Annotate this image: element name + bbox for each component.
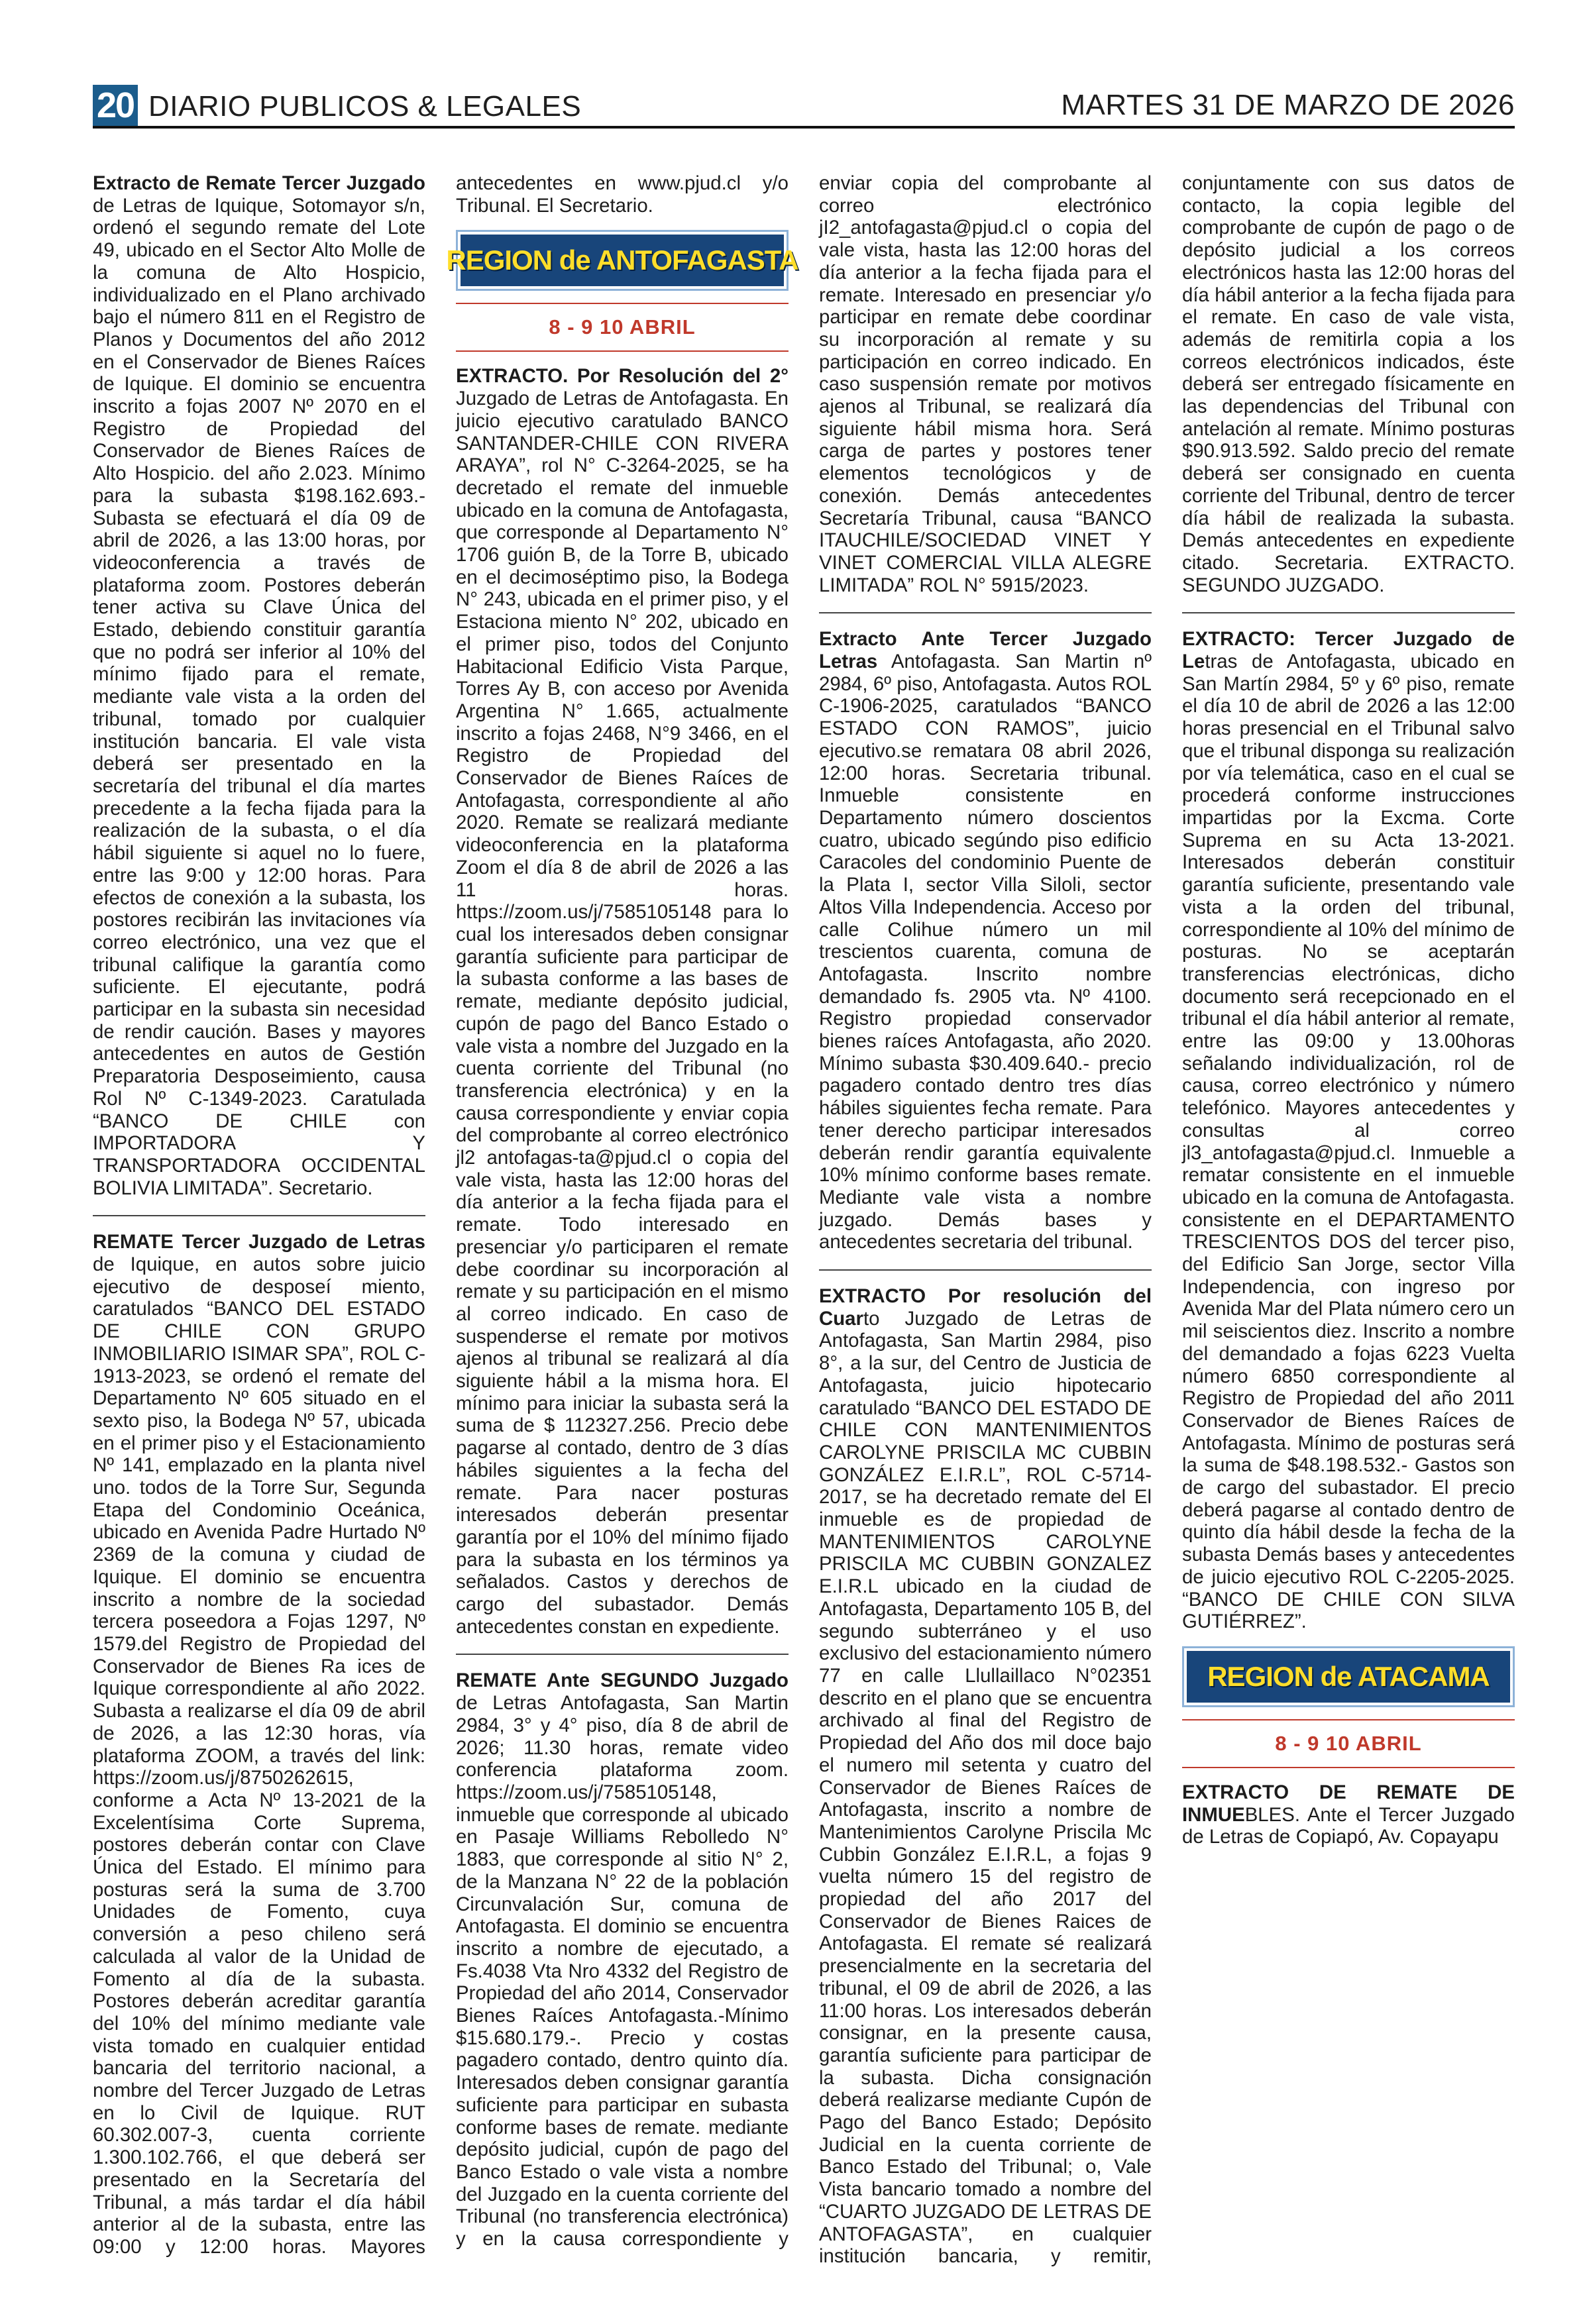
issue-date: MARTES 31 DE MARZO DE 2026	[1061, 89, 1515, 121]
masthead	[93, 85, 1515, 126]
paper-name: DIARIO PUBLICOS & LEGALES	[148, 90, 582, 123]
notice-divider	[819, 612, 1152, 613]
notice-remate-segundo-juzgado: REMATE Ante SEGUNDO Juzgado de Letras Antofagasta, San Martin 2984, 3° y 4° piso, día 8 de abril de 2026; 11.30 horas, remate video conferencia plataforma zoom. https://zoom.us/j/7585105148, inmueble que corresponde al ubicado en Pasaje Williams Rebolledo N° 1883, que corresponde al sitio N° 2, de la Manzana N° 22 de la población Circunvalación Sur, comuna de Antofagasta. El dominio se encuentra inscrito a nombre de ejecutado, a Fs.4038 Vta Nro 4332 del Registro de Propiedad del año 2014, Conservador Bienes Raíces Antofagasta.-Mínimo $15.680.179.-. Precio y costas pagadero contado, dentro quinto día. Interesados deben consignar garantía suficiente para participar en subasta conforme bases de remate. mediante depósito judicial, cupón de pago del Banco Estado o vale vista a nombre del Juzgado en la cuenta corriente del Tribunal (no transferencia electrónica) y en la causa correspondiente y enviar copia del comprobante al correo electrónico jI2_antofagasta@pjud.cl o copia del vale vista, hasta las 12:00 horas del día anterior a la fecha fijada para el remate. Interesado en presenciar y/o participar en remate debe coordinar su incorporación aI remate y su participación en correo indicado. En caso suspensión remate por motivos ajenos al Tribunal, se realizará día siguiente hábil misma hora. Será carga de partes y postores tener elementos tecnológicos y de conexión. Demás antecedentes Secretaría Tribunal, causa “BANCO ITAUCHILE/SOCIEDAD VINET Y VINET COMERCIAL VILLA ALEGRE LIMITADA” ROL N° 5915/2023.	[456, 172, 1152, 2250]
region-banner-antofagasta: REGION de ANTOFAGASTA	[456, 230, 789, 291]
masthead-rule	[93, 126, 1515, 129]
notice-divider	[1182, 612, 1515, 613]
dates-rule	[456, 350, 789, 352]
notice-divider	[819, 1269, 1152, 1271]
notice-extracto-2-juzgado: EXTRACTO. Por Resolución del 2° Juzgado de Letras de Antofagasta. En juicio ejecutivo caratulado BANCO SANTANDER-CHILE CON RIVERA ARAYA”, rol N° C-3264-2025, se ha decretado el remate del inmueble ubicado en la comuna de Antofagasta, que corresponde al Departamento N° 1706 guión B, de la Torre B, ubicado en el decimoséptimo piso, la Bodega N° 243, ubicada en el primer piso, y el Estaciona miento N° 202, ubicado en el primer piso, todos del Conjunto Habitacional Edificio Vista Parque, Torres Ay B, con acceso por Avenida Argentina N° 1.665, actualmente inscrito a fojas 2468, N°9 3466, en el Registro de Propiedad del Conservador de Bienes Raíces de Antofagasta, correspondiente al año 2020. Remate se realizará mediante videoconferencia en la plataforma Zoom el día 8 de abril de 2026 a las 11 horas. https://zoom.us/j/7585105148 para lo cual los interesados deben consignar garantía suficiente para participar de la subasta conforme a las bases de remate, mediante depósito judicial, cupón de pago del Banco Estado o vale vista a nombre del Juzgado en la cuenta corriente del Tribunal (no transferencia electrónica) y en la causa correspondiente y enviar copia del comprobante al correo electrónico jl2 antofagas-ta@pjud.cl o copia del vale vista, hasta las 12:00 horas del día anterior a la fecha fijada para el remate. Todo interesado en presenciar y/o participaren el remate debe coordinar su incorporación al remate y su participación en el mismo al correo indicado. En caso de suspenderse el remate por motivos ajenos al tribunal se realizará al día siguiente hábil a la misma hora. El mínimo para iniciar la subasta será la suma de $ 112327.256. Precio debe pagarse al contado, dentro de 3 días hábiles siguientes a la fecha del remate. Para nacer posturas interesados deberán presentar garantía por el 10% del mínimo fijado para la subasta en los términos ya señalados. Castos y derechos de cargo del subastador. Demás antecedentes constan en expediente.	[456, 365, 789, 1638]
dates-rule	[1182, 1767, 1515, 1768]
notice-extracto-cuarto-juzgado: EXTRACTO Por resolución del Cuarto Juzgado de Letras de Antofagasta, San Martin 2984, piso 8°, a la sur, del Centro de Justicia de Antofagasta, juicio hipotecario caratulado “BANCO DEL ESTADO DE CHILE CON MANTENIMIENTOS CAROLYNE PRISCILA MC CUBBIN GONZÁLEZ E.I.R.L”, ROL C-5714-2017, se ha decretado remate del El inmueble es de propiedad de MANTENIMIENTOS CAROLYNE PRISCILA MC CUBBIN GONZALEZ E.I.R.L ubicado en la ciudad de Antofagasta, Departamento 105 B, del segundo subterráneo y el uso exclusivo del estacionamiento número 77 en calle Llullaillaco N°02351 descrito en el plano que se encuentra archivado al final del Registro de Propiedad del Año dos mil doce bajo el numero mil setenta y cuatro del Conservador de Bienes Raíces de Antofagasta, inscrito a nombre de Mantenimientos Carolyne Priscila Mc Cubbin González E.I.R.L, a fojas 9 vuelta número 15 del registro de propiedad del año 2017 del Conservador de Bienes Raices de Antofagasta. El remate sé realizará presencialmente en la secretaria del tribunal, el 09 de abril de 2026, a las 11:00 horas. Los interesados deberán consignar, en la presente causa, garantía suficiente para participar de la subasta. Dicha consignación deberá realizarse mediante Cupón de Pago del Banco Estado; Depósito Judicial en la cuenta corriente de Banco Estado del Tribunal; o, Vale Vista bancario tomado a nombre del “CUARTO JUZGADO DE LETRAS DE ANTOFAGASTA”, en cualquier institución bancaria, y remitir, conjuntamente con sus datos de contacto, la copia legible del comprobante de cupón de pago o de depósito judicial a los correos electrónicos hasta las 12:00 horas del día hábil anterior a la fecha fijada para el remate. En caso de vale vista, además de remitirla copia a los correos electrónicos indicados, éste deberá ser entregado físicamente en las dependencias del Tribunal con antelación al remate. Mínimo posturas $90.913.592. Saldo precio del remate deberá ser consignado en cuenta corriente del Tribunal, dentro de tercer día hábil de realizada la subasta. Demás antecedentes en expediente citado. Secretaria. EXTRACTO. SEGUNDO JUZGADO.	[819, 172, 1515, 2268]
page-number: 20	[93, 85, 138, 126]
notice-extracto-copiapo: EXTRACTO DE REMATE DE INMUEBLES. Ante el Tercer Juzgado de Letras de Copiapó, Av. Copayapu	[1182, 1781, 1515, 1848]
notice-extracto-tercer-juzgado: Extracto Ante Tercer Juzgado Letras Antofagasta. San Martin nº 2984, 6º piso, Antofagasta. Autos ROL C-1906-2025, caratulados “BANCO ESTADO CON RAMOS”, juicio ejecutivo.se rematara 08 abril 2026, 12:00 horas. Secretaria tribunal. Inmueble consistente en Departamento número doscientos cuatro, ubicado segúndo piso edificio Caracoles del condominio Puente de la Plata I, sector Villa Siloli, sector Altos Villa Independencia. Acceso por calle Colihue número un mil trescientos cuarenta, comuna de Antofagasta. Inscrito nombre demandado fs. 2905 vta. Nº 4100. Registro propiedad conservador bienes raíces Antofagasta, año 2020. Mínimo subasta $30.409.640.- precio pagadero contado dentro tres días hábiles siguientes fecha remate. Para tener derecho participar interesados deberán rendir garantía equivalente 10% mínimo conforme bases remate. Mediante vale vista a nombre juzgado. Demás bases y antecedentes secretaria del tribunal.	[819, 628, 1152, 1253]
auction-dates: 8 - 9 10 ABRIL	[1182, 1719, 1515, 1756]
region-banner-atacama: REGION de ATACAMA	[1182, 1646, 1515, 1707]
auction-dates: 8 - 9 10 ABRIL	[456, 303, 789, 340]
notice-remate-oceanica: REMATE Tercer Juzgado de Letras de Iquique, en autos sobre juicio ejecutivo de desposeí miento, caratulados “BANCO DEL ESTADO DE CHILE CON GRUPO INMOBILIARIO ISIMAR SPA”, ROL C-1913-2023, se ordenó el remate del Departamento Nº 605 situado en el sexto piso, la Bodega Nº 57, ubicada en el primer piso y el Estacionamiento Nº 141, emplazado en la planta nivel uno. todos de la Torre Sur, Segunda Etapa del Condominio Oceánica, ubicado en Avenida Padre Hurtado Nº 2369 de la comuna y ciudad de Iquique. El dominio se encuentra inscrito a nombre de la sociedad tercera poseedora a Fojas 1297, Nº 1579.del Registro de Propiedad del Conservador de Bienes Ra ices de Iquique correspondiente al año 2022. Subasta a realizarse el día 09 de abril de 2026, a las 12:30 horas, vía plataforma ZOOM, a través del link: https://zoom.us/j/8750262615, conforme a Acta Nº 13-2021 de la Excelentísima Corte Suprema, postores deberán contar con Clave Única del Estado. El mínimo para posturas será la suma de 3.700 Unidades de Fomento, cuya conversión a peso chileno será calculada al valor de la Unidad de Fomento al día de la subasta. Postores deberán acreditar garantía del 10% del mínimo mediante vale vista tomado en cualquier entidad bancaria del territorio nacional, a nombre del Tercer Juzgado de Letras en lo Civil de Iquique. RUT 60.302.007-3, cuenta corriente 1.300.102.766, el que deberá ser presentado en la Secretaría del Tribunal, a más tardar el día hábil anterior al de la subasta, entre las 09:00 y 12:00 horas. Mayores antecedentes en www.pjud.cl y/o Tribunal. El Secretario.	[93, 172, 789, 2258]
notice-divider	[456, 1654, 789, 1655]
notice-remate-lote-49: Extracto de Remate Tercer Juzgado de Letras de Iquique, Sotomayor s/n, ordenó el segundo remate del Lote 49, ubicado en el Sector Alto Molle de la comuna de Alto Hospicio, individualizado en el Plano archivado bajo el número 811 en el Registro de Planos y Documentos del año 2012 en el Conservador de Bienes Raíces de Iquique. El dominio se encuentra inscrito a fojas 2007 Nº 2070 en el Registro de Propiedad del Conservador de Bienes Raíces de Alto Hospicio. del año 2.023. Mínimo para la subasta $198.162.693.-Subasta se efectuará el día 09 de abril de 2026, a las 13:00 horas, por videoconferencia a través de plataforma zoom. Postores deberán tener activa su Clave Única del Estado, debiendo constituir garantía que no podrá ser inferior al 10% del mínimo fijado para el remate, mediante vale vista a la orden del tribunal, tomado por cualquier institución bancaria. El vale vista deberá ser presentado en la secretaría del tribunal el día martes precedente a la fecha fijada para la realización de la subasta, o el día hábil siguiente si aquel no lo fuere, entre las 9:00 y 12:00 horas. Para efectos de conexión a la subasta, los postores recibirán las invitaciones vía correo electrónico, una vez que el tribunal califique la garantía como suficiente. El ejecutante, podrá participar en la subasta sin necesidad de rendir caución. Bases y mayores antecedentes en autos de Gestión Preparatoria Desposeimiento, causa Rol Nº C-1349-2023. Caratulada “BANCO DE CHILE con IMPORTADORA Y TRANSPORTADORA OCCIDENTAL BOLIVIA LIMITADA”. Secretario.	[93, 172, 425, 1199]
notice-divider	[93, 1215, 425, 1216]
article-flow	[93, 172, 1515, 2272]
notice-extracto-tercer-juzgado-le: EXTRACTO: Tercer Juzgado de Letras de Antofagasta, ubicado en San Martín 2984, 5º y 6º piso, remate el día 10 de abril de 2026 a las 12:00 horas presencial en el Tribunal salvo que el tribunal disponga su realización por vía telemática, caso en el cual se procederá conforme instrucciones impartidas por la Excma. Corte Suprema en su Acta 13-2021. Interesados deberán constituir garantía suficiente, presentando vale vista a la orden del tribunal, correspondiente al 10% del mínimo de posturas. No se aceptarán transferencias electrónicas, dicho documento será recepcionado en el tribunal el día hábil anterior al remate, entre las 09:00 y 13.00horas señalando individualización, rol de causa, correo electrónico y número telefónico. Mayores antecedentes y consultas al correo jl3_antofagasta@pjud.cl. Inmueble a rematar consistente en el inmueble ubicado en la comuna de Antofagasta. consistente en el DEPARTAMENTO TRESCIENTOS DOS del tercer piso, del Edificio San Jorge, sector Villa Independencia, con ingreso por Avenida Mar del Plata número cero un mil seiscientos diez. Inscrito a nombre del demandado a fojas 6223 Vuelta número 6850 correspondiente al Registro de Propiedad del año 2011 Conservador de Bienes Raíces de Antofagasta. Mínimo de posturas será la suma de $48.198.532.- Gastos son de cargo del subastador. El precio deberá pagarse al contado dentro de quinto día hábil desde la fecha de la subasta Demás bases y antecedentes de juicio ejecutivo ROL C-2205-2025. “BANCO DE CHILE CON SILVA GUTIÉRREZ”.	[1182, 628, 1515, 1633]
